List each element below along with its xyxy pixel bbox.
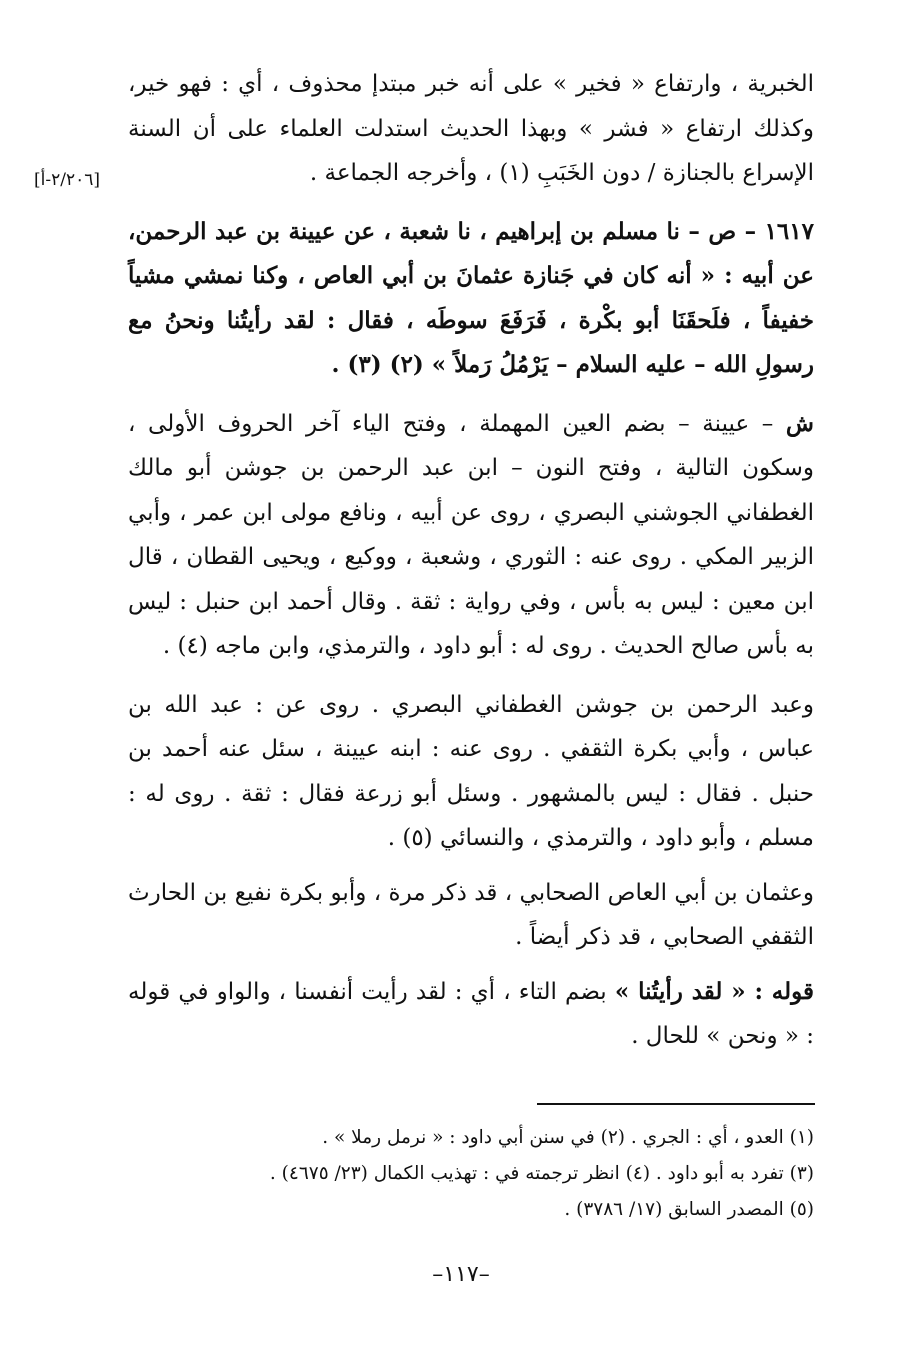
paragraph-sharh-uyayna <box>128 402 814 669</box>
main-text <box>128 62 814 1059</box>
paragraph-qawluhu <box>128 970 814 1059</box>
qawluhu-quote: قوله : « لقد رأيتُنا » <box>614 977 815 1005</box>
footnote-separator <box>537 1103 815 1105</box>
page-number: –١١٧– <box>432 1262 490 1287</box>
paragraph-abdulrahman-jawshan: وعبد الرحمن بن جوشن الغطفاني البصري . روى عن : عبد الله بن عباس ، وأبي بكرة الثقفي . روى عنه : ابنه عيينة ، سئل عنه أحمد بن حنبل . فقال : ليس بالمشهور . وسئل أبو زرعة فقال : ثقة . روى له : مسلم ، وأبو داود ، والترمذي ، والنسائي (٥) . <box>128 691 814 851</box>
qawluhu-text: بضم التاء ، أي : لقد رأيت أنفسنا ، والواو في قوله : « ونحن » للحال . <box>128 978 814 1049</box>
manuscript-folio-reference: [٢/٢٠٦-أ] <box>34 170 101 190</box>
footnote-line: (٣) تفرد به أبو داود . (٤) انظر ترجمته في : تهذيب الكمال (٢٣/ ٤٦٧٥) . <box>269 1163 814 1184</box>
sharh-marker: ش <box>785 409 814 437</box>
sharh-text: – عيينة – بضم العين المهملة ، وفتح الياء آخر الحروف الأولى ، وسكون التالية ، وفتح النون – ابن عبد الرحمن بن جوشن أبو مالك الغطفاني الجوشني البصري ، روى عن أبيه ، ونافع مولى ابن عمر ، وأبي الزبير المكي . روى عنه : الثوري ، وشعبة ، ووكيع ، ويحيى القطان ، قال ابن معين : ليس به بأس ، وفي رواية : ثقة . وقال أحمد ابن حنبل : ليس به بأس صالح الحديث . روى له : أبو داود ، والترمذي، وابن ماجه (٤) . <box>128 410 814 659</box>
footnote-line: (٥) المصدر السابق (١٧/ ٣٧٨٦) . <box>564 1199 814 1220</box>
paragraph-commentary-end: الخبرية ، وارتفاع « فخير » على أنه خبر مبتدإ محذوف ، أي : فهو خير، وكذلك ارتفاع « فشر » وبهذا الحديث استدلت العلماء على أن السنة الإسراع بالجنازة / دون الخَبَبِ (١) ، وأخرجه الجماعة . <box>128 71 814 186</box>
footnotes <box>128 1120 814 1228</box>
footnote-line: (١) العدو ، أي : الجري . (٢) في سنن أبي داود : « نرمل رملا » . <box>322 1127 814 1148</box>
paragraph-companions: وعثمان بن أبي العاص الصحابي ، قد ذكر مرة ، وأبو بكرة نفيع بن الحارث الثقفي الصحابي ، قد ذكر أيضاً . <box>128 879 814 950</box>
hadith-1617: ١٦١٧ – ص – نا مسلم بن إبراهيم ، نا شعبة ، عن عيينة بن عبد الرحمن، عن أبيه : « أنه كان في جَنازة عثمانَ بن أبي العاص ، وكنا نمشي مشياً خفيفاً ، فلَحقَنَا أبو بكْرة ، فَرَفَعَ سوطَه ، فقال : لقد رأيتُنا ونحنُ مع رسولِ الله – عليه السلام – يَرْمُلُ رَملاً » (٢) (٣) . <box>128 217 814 378</box>
